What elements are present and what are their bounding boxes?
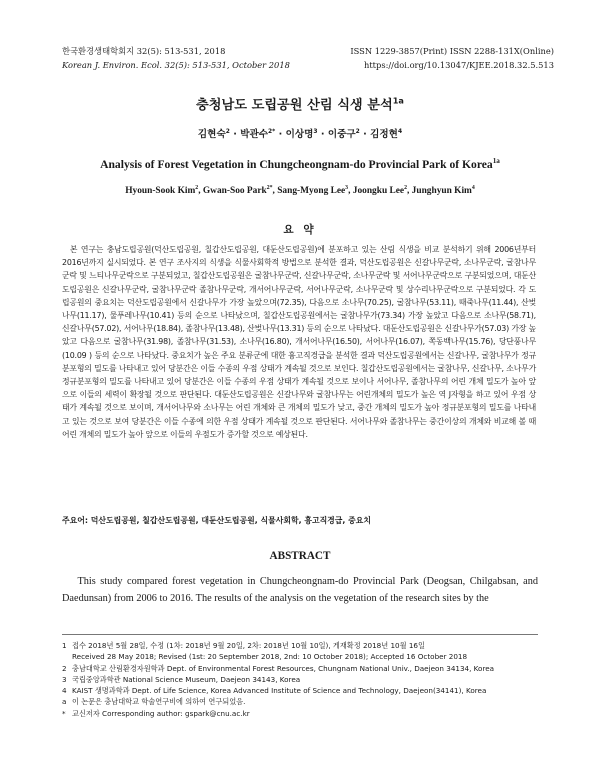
author-name: Sang-Myong Lee: [277, 186, 346, 196]
author-separator: ,: [348, 186, 353, 196]
footnote-text: 접수 2018년 5월 28일, 수정 (1차: 2018년 9월 20일, 2차: 2018년 10월 10일), 게재확정 2018년 10월 16일: [72, 641, 425, 650]
journal-citation-en: Korean J. Environ. Ecol. 32(5): 513-531, October 2018: [62, 60, 290, 70]
author-affiliation-mark: 4: [471, 184, 475, 191]
author-separator: ·: [359, 129, 371, 140]
author-ko: [240, 129, 285, 140]
footnote: [62, 696, 542, 707]
author-ko: [370, 129, 402, 140]
footnote-text: 이 논문은 충남대학교 학술연구비에 의하여 연구되었음.: [72, 697, 246, 707]
author-ko: [328, 129, 370, 140]
author-affiliation-mark: 3: [345, 184, 349, 191]
footnote-text: KAIST 생명과학과 Dept. of Life Science, Korea Advanced Institute of Science and Technology, Daejeon(34141), Korea: [72, 686, 487, 696]
footnote-text: 교신저자 Corresponding author: gspark@cnu.ac.kr: [72, 708, 250, 718]
author-separator: ,: [198, 186, 203, 196]
paper-title-ko: [0, 94, 600, 113]
journal-citation-ko: 한국환경생태학회지 32(5): 513-531, 2018: [62, 46, 226, 56]
paper-title-en: [0, 158, 600, 171]
issn: ISSN 1229-3857(Print) ISSN 2288-131X(Online): [350, 46, 554, 56]
author-list-en: [0, 186, 600, 196]
title-ko-superscript: 1a: [392, 95, 404, 106]
author-en: [412, 186, 475, 196]
author-separator: ·: [317, 129, 328, 140]
author-affiliation-mark: 2: [195, 184, 199, 191]
author-en: [125, 186, 203, 196]
author-separator: ,: [272, 186, 278, 196]
author-name: 김정현: [370, 129, 398, 140]
author-ko: [286, 129, 328, 140]
author-en: [203, 186, 277, 196]
author-affiliation-mark: 2: [404, 184, 407, 191]
footnote-text: 충남대학교 산림환경자원학과 Dept. of Environmental Forest Resources, Chungnam National Univ., Daejeon 34134, Korea: [72, 663, 495, 673]
journal-identifiers: [350, 44, 554, 72]
keywords-label: 주요어:: [62, 516, 89, 525]
author-name: Junghyun Kim: [411, 186, 472, 196]
footnote-text: Received 28 May 2018; Revised (1st: 20 September 2018, 2nd: 10 October 2018); Accepted 16 October 2018: [72, 652, 468, 662]
abstract-ko-heading: 요 약: [283, 224, 317, 236]
footnote-mark: 2: [62, 663, 67, 673]
footnote-continuation: [62, 651, 542, 662]
footnote-divider: [62, 634, 538, 635]
footnote: [62, 708, 542, 719]
abstract-en-heading: ABSTRACT: [269, 550, 331, 562]
footnote: [62, 640, 542, 651]
footnote: [62, 674, 542, 685]
author-affiliation-mark: 2*: [266, 184, 273, 191]
footnote-mark: 3: [62, 674, 67, 684]
author-en: [353, 186, 412, 196]
author-ko: [198, 129, 240, 140]
author-affiliation-mark: 4: [397, 127, 403, 135]
author-separator: ,: [406, 186, 412, 196]
author-name: Joongku Lee: [352, 186, 405, 196]
footnote-mark: *: [62, 708, 66, 718]
author-affiliation-mark: 2*: [268, 127, 276, 135]
journal-citation: [62, 44, 290, 72]
author-separator: ·: [275, 129, 286, 140]
footnote-text: 국립중앙과학관 National Science Museum, Daejeon 34143, Korea: [72, 674, 301, 684]
paper-title-en-text: Analysis of Forest Vegetation in Chungcheongnam-do Provincial Park of Korea: [100, 158, 493, 171]
author-name: Gwan-Soo Park: [202, 186, 267, 196]
author-name: 이상명: [285, 129, 314, 140]
author-en: [277, 186, 353, 196]
author-affiliation-mark: 3: [313, 127, 318, 135]
author-list-ko: [0, 126, 600, 140]
footnote: [62, 685, 542, 696]
title-en-superscript: 1a: [492, 157, 500, 166]
keywords-list: 덕산도립공원, 칠갑산도립공원, 대둔산도립공원, 식물사회학, 흉고직경급, 중요치: [90, 516, 372, 525]
author-affiliation-mark: 2: [355, 127, 360, 135]
footnote: [62, 663, 542, 674]
author-name: Hyoun-Sook Kim: [125, 186, 196, 196]
footnotes: [62, 640, 542, 719]
abstract-ko-body: 본 연구는 충남도립공원(덕산도립공원, 칠갑산도립공원, 대둔산도립공원)에 분포하고 있는 산림 식생을 비교 분석하기 위해 2006년부터 2016년까지 실시되었다. 본 연구 조사지의 식생을 식물사회학적 방법으로 분석한 결과, 덕산도립공원은 신갈나무군락, 소나무군락, 굴참나무군락 및 느티나무군락으로 구분되었고, 칠갑산도립공원은 굴참나무군락, 신갈나무군락, 소나무군락 및 서어나무군락으로 구분되었으며, 대둔산도립공원은 신갈나무군락, 굴참나무군락 졸참나무군락, 개서어나무군락, 서어나무군락, 소나무군락 및 상수리나무군락으로 구분되었다. 각 도립공원의 중요치는 덕산도립공원에서 신갈나무가 가장 높았으며(72.35), 다음으로 소나무(70.25), 굴참나무(53.11), 때죽나무(11.44), 산벚나무(11.17), 물푸레나무(10.41) 등의 순으로 나타났으며, 칠갑산도립공원에서는 굴참나무가(73.34) 가장 높았고 다음으로 소나무(58.71), 신갈나무(57.02), 서어나무(18.84), 졸참나무(13.48), 산벚나무(13.31) 등의 순으로 나타났다. 대둔산도립공원은 신갈나무가(57.03) 가장 높았고 다음으로 굴참나무(31.98), 졸참나무(31.53), 소나무(16.80), 개서어나무(16.50), 서어나무(16.07), 쪽동백나무(15.76), 당단풍나무(10.09 ) 등의 순으로 나타났다. 중요치가 높은 주요 분류군에 대한 흉고직경급을 분석한 결과 덕산도립공원에서는 신갈나무, 굴참나무가 정규분포형의 밀도를 나타내고 있어 당분간은 이들 수종의 우점 상태가 계속될 것으로 보인다. 칠갑산도립공원에서는 굴참나무, 신갈나무, 소나무가 정규분포형의 밀도를 나타내고 있어 당분간은 이들 수종의 우점 상태가 계속될 것으로 보이나 서어나무, 졸참나무의 어린 개체 밀도가 높아 앞으로 이들의 세력이 확장될 것으로 판단된다. 대둔산도립공원은 신갈나무와 굴참나무는 어린개체의 밀도가 높은 역 J자형을 하고 있어 우점 상태가 계속될 것으로 보이며, 개서어나무와 소나무는 어린 개체와 큰 개체의 밀도가 낮고, 중간 개체의 밀도가 높아 정규분포형의 밀도를 나타내고 있는 것으로 보여 당분간은 이들 수종에 의한 우점 상태가 계속될 것으로 판단된다. 서어나무와 졸참나무는 중간이상의 개체와 비교해 볼 때 어린 개체의 밀도가 높아 앞으로 이들의 우점도가 증가할 것으로 예상된다.: [62, 245, 536, 439]
author-name: 박관수: [240, 129, 268, 140]
footnote-mark: a: [62, 697, 67, 707]
paper-title-ko-text: 충청남도 도립공원 산림 식생 분석: [196, 98, 393, 113]
footnote-mark: 1: [62, 641, 67, 650]
author-name: 김현숙: [197, 129, 226, 140]
author-separator: ·: [229, 129, 241, 140]
footnote-mark: 4: [62, 686, 67, 696]
keywords: [62, 515, 542, 526]
doi-link[interactable]: https://doi.org/10.13047/KJEE.2018.32.5.513: [364, 60, 554, 70]
author-affiliation-mark: 2: [225, 127, 230, 135]
author-name: 이중구: [327, 129, 356, 140]
abstract-en-body: This study compared forest vegetation in Chungcheongnam-do Provincial Park (Deogsan, Chilgabsan, and Daedunsan) from 2006 to 2016. The results of the analysis on the vegetation of the research sites by the: [62, 576, 538, 604]
